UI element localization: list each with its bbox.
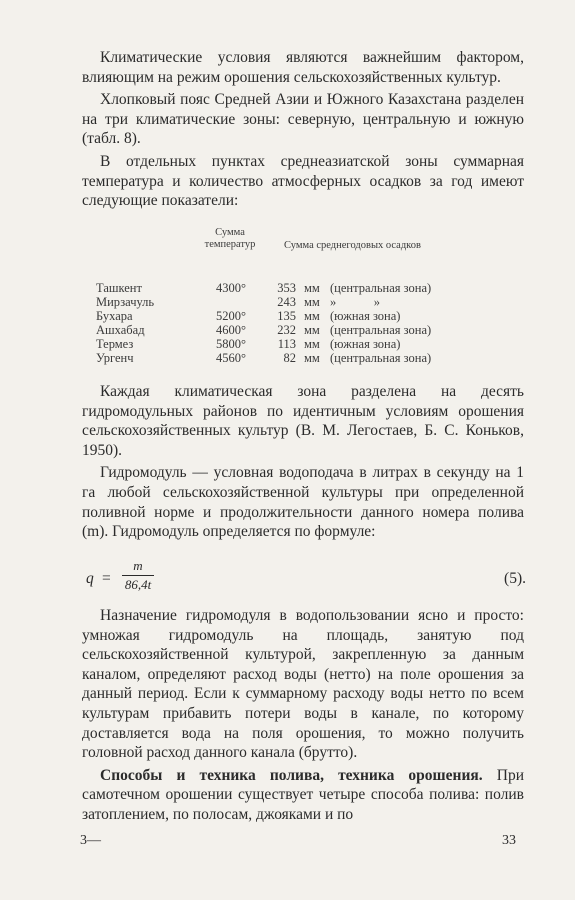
precipitation: 82 <box>283 351 296 365</box>
table-row <box>96 281 476 295</box>
city: Бухара <box>96 309 133 323</box>
zone-note: (южная зона) <box>330 309 401 323</box>
formula-equals: = <box>102 570 111 587</box>
unit: мм <box>304 323 320 337</box>
formula-5 <box>80 558 526 598</box>
zone-note: (центральная зона) <box>330 351 432 365</box>
temperature: 5200° <box>216 309 246 323</box>
top-paragraphs <box>82 48 524 211</box>
unit: мм <box>304 281 320 295</box>
table-row <box>96 351 476 365</box>
formula-fraction <box>122 558 154 593</box>
city: Термез <box>96 337 134 351</box>
page-number: 33 <box>502 833 516 848</box>
lower-paragraphs <box>82 606 524 825</box>
temperature: 5800° <box>216 337 246 351</box>
paragraph-cotton-belt: Хлопковый пояс Средней Азии и Южного Казахстана разделен на три климатические зоны: северную, центральную и южную (табл. 8). <box>82 91 524 148</box>
paragraph-hydromodule-zones: Каждая климатическая зона разделена на десять гидромодульных районов по идентичным условиям орошения сельскохозяйственных культур (В. М. Легостаев, Б. С. Коньков, 1950). <box>82 383 524 459</box>
city: Мирзачуль <box>96 295 155 309</box>
middle-paragraphs <box>82 382 524 542</box>
section-text: При самотечном орошении существует четыре способа полива: полив затоплением, по полосам, джояками и по <box>82 766 524 823</box>
zone-note: (центральная зона) <box>330 281 432 295</box>
unit: мм <box>304 309 320 323</box>
formula-lhs: q <box>86 570 94 587</box>
zone-note: » » <box>330 295 380 309</box>
precipitation: 135 <box>277 309 296 323</box>
paragraph-indicators: В отдельных пунктах среднеазиатской зоны суммарная температура и количество атмосферных осадков за год имеют следующие показатели: <box>82 152 524 210</box>
section-heading: Способы и техника полива, техника орошения. <box>100 766 483 784</box>
zone-note: (центральная зона) <box>330 323 432 337</box>
paragraph-climate: Климатические условия являются важнейшим фактором, влияющим на режим орошения сельскохозяйственных культур. <box>82 49 524 86</box>
table-row <box>96 309 476 323</box>
temperature: 4300° <box>216 281 246 295</box>
precipitation: 243 <box>277 295 296 309</box>
precipitation: 353 <box>277 281 296 295</box>
printer-signature: 3— <box>80 833 101 848</box>
fraction-bar <box>122 575 154 576</box>
unit: мм <box>304 295 320 309</box>
zone-note: (южная зона) <box>330 337 401 351</box>
header-temperature-sum: Сумма температур <box>204 227 256 250</box>
precipitation: 232 <box>277 323 296 337</box>
table-row <box>96 337 476 351</box>
unit: мм <box>304 351 320 365</box>
temperature: 4600° <box>216 323 246 337</box>
formula-number: (5). <box>504 570 526 587</box>
paragraph-irrigation-methods <box>82 766 524 825</box>
city: Ташкент <box>96 281 142 295</box>
paragraph-hydromodule-definition: Гидромодуль — условная водоподача в литрах в секунду на 1 га любой сельскохозяйственной культуры при определенной поливной норме и продолжительности данного номера полива (m). Гидромодуль определяется по формуле: <box>82 464 524 541</box>
table-row <box>96 295 476 309</box>
city: Ургенч <box>96 351 134 365</box>
table-row <box>96 323 476 337</box>
temperature: 4560° <box>216 351 246 365</box>
unit: мм <box>304 337 320 351</box>
formula-numerator: m <box>133 558 143 573</box>
formula-denominator: 86,4t <box>124 577 152 592</box>
city: Ашхабад <box>96 323 145 337</box>
precipitation: 113 <box>277 337 296 351</box>
paragraph-hydromodule-purpose: Назначение гидромодуля в водопользовании ясно и просто: умножая гидромодуль на площадь, занятую под сельскохозяйственной культурой, закрепленную за данным каналом, определяют расход воды (нетто) на поле орошения за данный период. Если к суммарному расходу воды нетто по всем культурам прибавить потери воды в канале, по которому доставляется вода на поля орошения, то можно получить головной расход данного канала (брутто). <box>82 607 524 762</box>
header-precipitation-sum: Сумма среднегодовых осадков <box>284 240 421 251</box>
